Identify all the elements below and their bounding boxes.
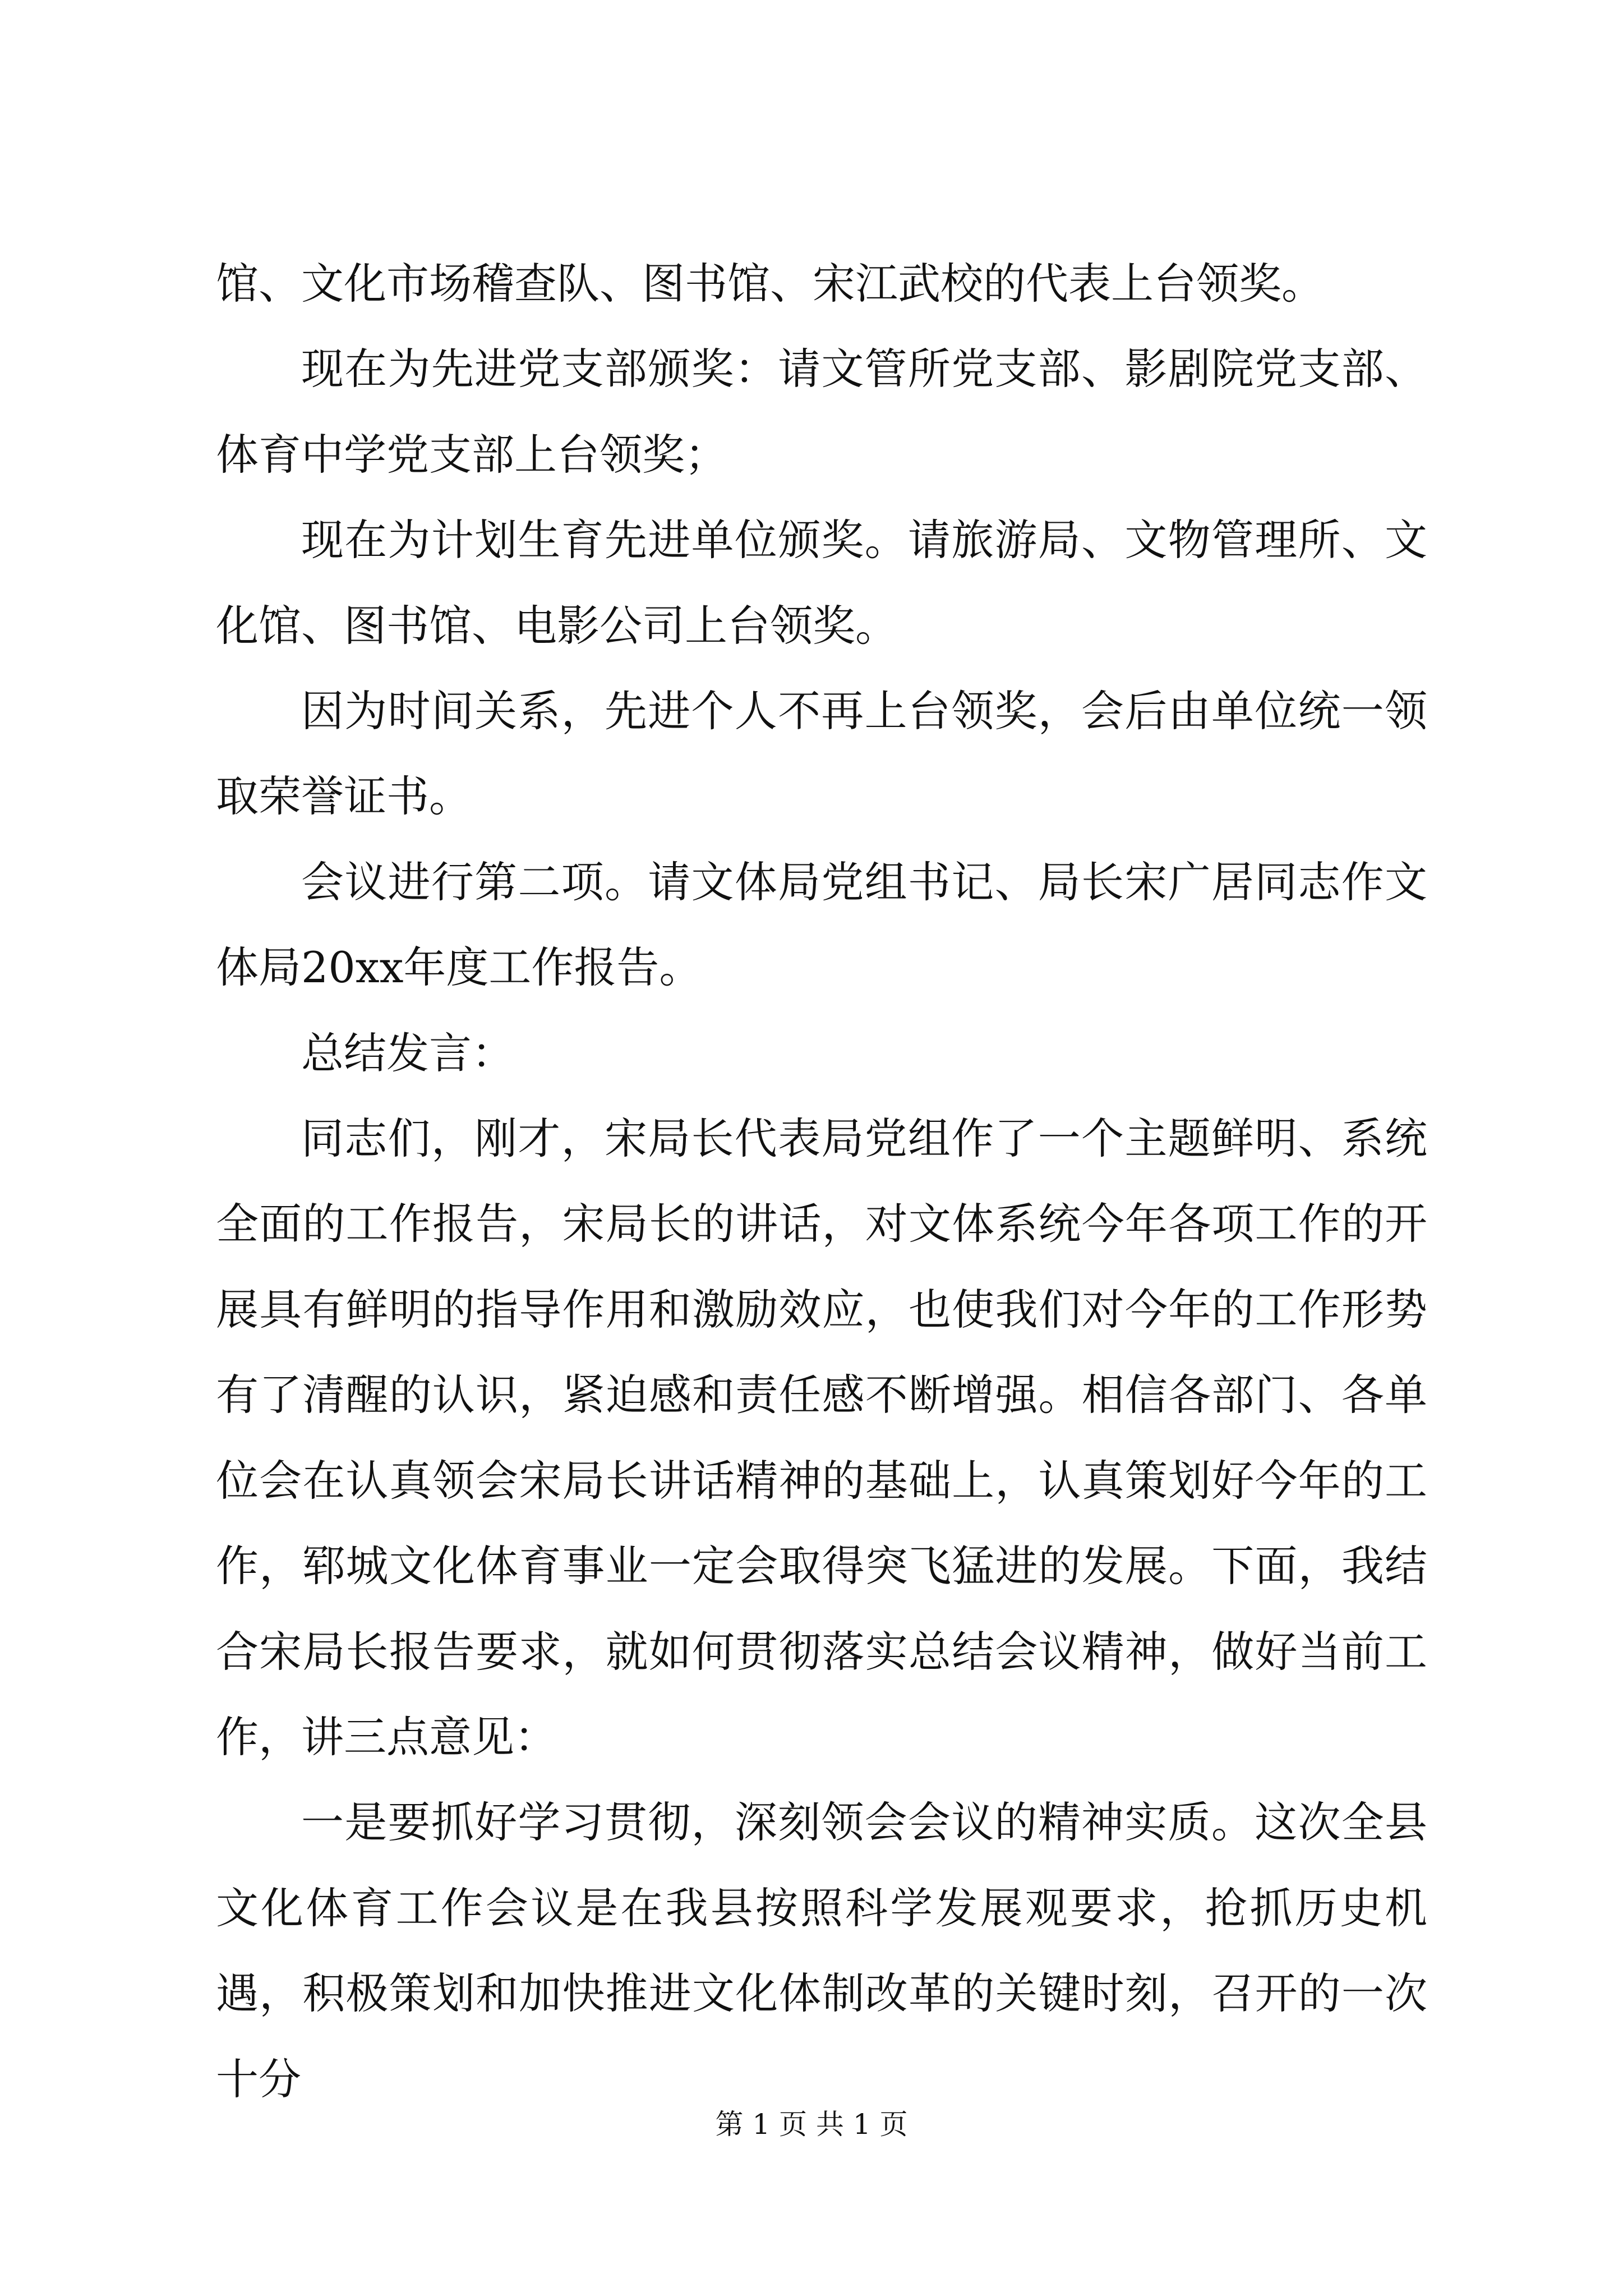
paragraph-continued: 馆、文化市场稽查队、图书馆、宋江武校的代表上台领奖。 [216, 259, 1324, 309]
paragraph-family-planning-awards: 现在为计划生育先进单位颁奖。请旅游局、文物管理所、文化馆、图书馆、电影公司上台领奖。 [216, 515, 1427, 651]
paragraph-party-branch-awards: 现在为先进党支部颁奖：请文管所党支部、影剧院党支部、体育中学党支部上台领奖； [216, 344, 1427, 480]
document-body [216, 241, 1427, 2122]
paragraph-summary-heading: 总结发言： [301, 1028, 514, 1078]
paragraph-individual-awards: 因为时间关系，先进个人不再上台领奖，会后由单位统一领取荣誉证书。 [216, 686, 1427, 822]
page-footer: 第 1 页 共 1 页 [715, 2108, 908, 2141]
paragraph-point-one: 一是要抓好学习贯彻，深刻领会会议的精神实质。这次全县文化体育工作会议是在我县按照科学发展观要求，抢抓历史机遇，积极策划和加快推进文化体制改革的关键时刻，召开的一次十分 [216, 1797, 1427, 2104]
paragraph-agenda-item-two: 会议进行第二项。请文体局党组书记、局长宋广居同志作文体局20xx年度工作报告。 [216, 857, 1427, 993]
paragraph-summary-speech: 同志们，刚才，宋局长代表局党组作了一个主题鲜明、系统全面的工作报告，宋局长的讲话，对文体系统今年各项工作的开展具有鲜明的指导作用和激励效应，也使我们对今年的工作形势有了清醒的认识，紧迫感和责任感不断增强。相信各部门、各单位会在认真领会宋局长讲话精神的基础上，认真策划好今年的工作，郓城文化体育事业一定会取得突飞猛进的发展。下面，我结合宋局长报告要求，就如何贯彻落实总结会议精神，做好当前工作，讲三点意见： [216, 1114, 1427, 1762]
